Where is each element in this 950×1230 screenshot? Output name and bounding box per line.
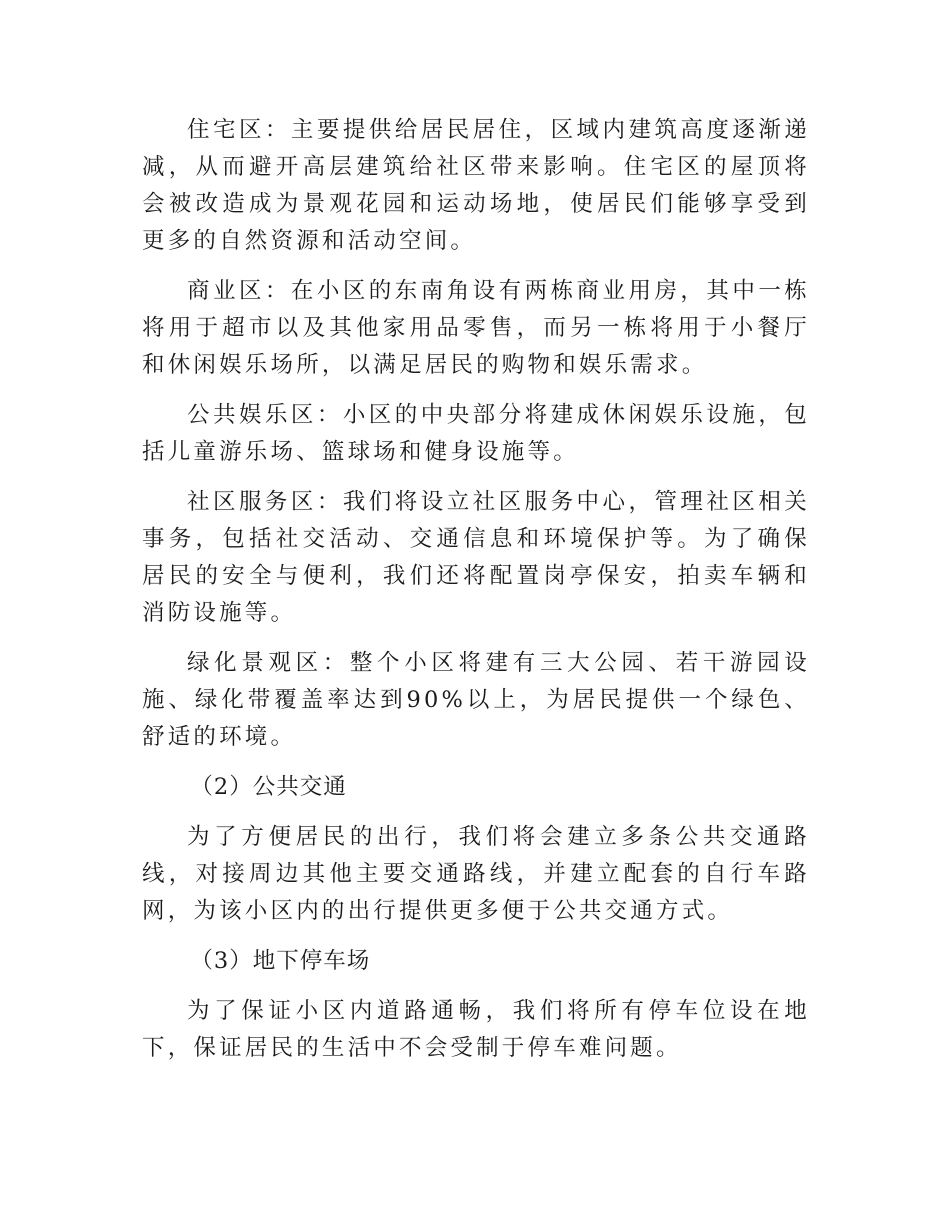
paragraph-community-service-zone: 社区服务区：我们将设立社区服务中心，管理社区相关事务，包括社交活动、交通信息和环境保护等。为了确保居民的安全与便利，我们还将配置岗亭保安，拍卖车辆和消防设施等。 bbox=[142, 489, 810, 626]
paragraph-public-transport: 为了方便居民的出行，我们将会建立多条公共交通路线，对接周边其他主要交通路线，并建立配套的自行车路网，为该小区内的出行提供更多便于公共交通方式。 bbox=[142, 824, 810, 924]
paragraph-greening-zone: 绿化景观区：整个小区将建有三大公园、若干游园设施、绿化带覆盖率达到90%以上，为居民提供一个绿色、舒适的环境。 bbox=[142, 650, 810, 750]
paragraph-public-recreation-zone: 公共娱乐区：小区的中央部分将建成休闲娱乐设施，包括儿童游乐场、篮球场和健身设施等。 bbox=[142, 402, 810, 465]
paragraph-commercial-zone: 商业区：在小区的东南角设有两栋商业用房，其中一栋将用于超市以及其他家用品零售，而另一栋将用于小餐厅和休闲娱乐场所，以满足居民的购物和娱乐需求。 bbox=[142, 278, 810, 378]
section-heading-underground-parking: （3）地下停车场 bbox=[190, 948, 371, 974]
paragraph-residential-zone: 住宅区：主要提供给居民居住，区域内建筑高度逐渐递减，从而避开高层建筑给社区带来影响。住宅区的屋顶将会被改造成为景观花园和运动场地，使居民们能够享受到更多的自然资源和活动空间。 bbox=[142, 117, 810, 254]
paragraph-underground-parking: 为了保证小区内道路通畅，我们将所有停车位设在地下，保证居民的生活中不会受制于停车难问题。 bbox=[142, 998, 810, 1061]
section-heading-public-transport: （2）公共交通 bbox=[190, 774, 347, 800]
